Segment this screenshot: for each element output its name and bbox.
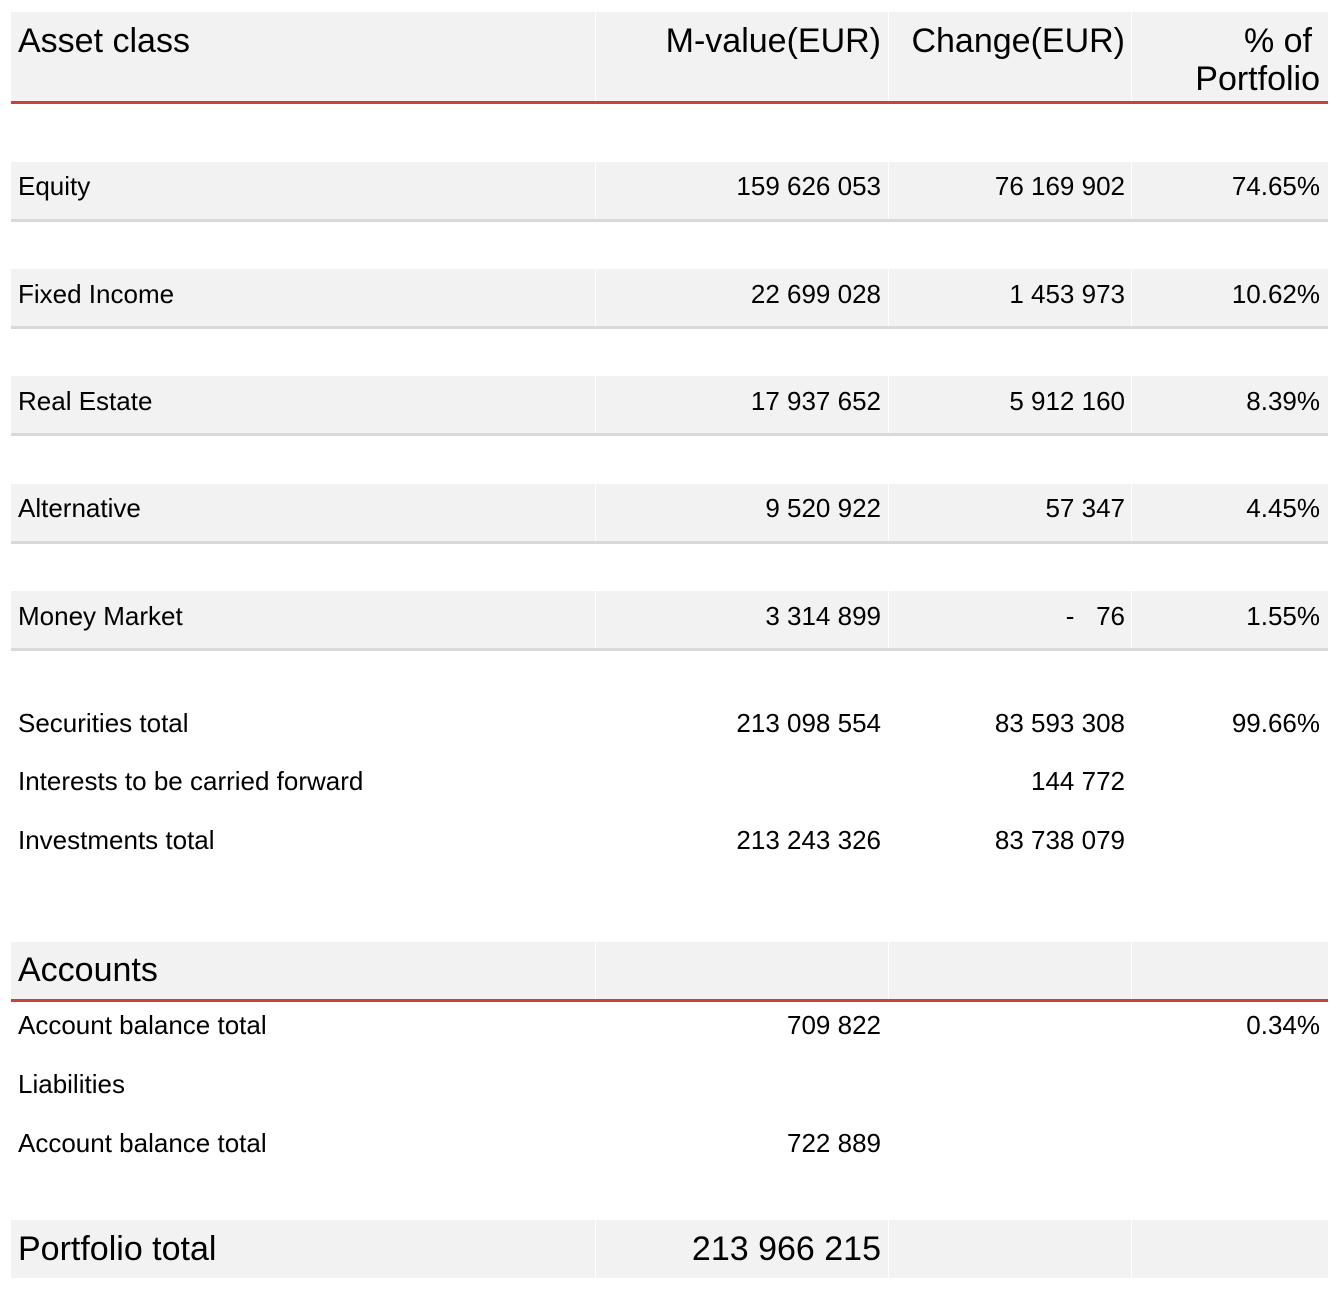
accounts-rule: [11, 999, 1328, 1002]
table-row-label: Alternative: [18, 493, 141, 523]
table-row-m-value: 22 699 028: [750, 279, 881, 309]
portfolio-total-label: Portfolio total: [18, 1230, 217, 1268]
table-row-band: [11, 376, 1328, 433]
row-rule: [11, 648, 1328, 651]
account-balance-label: Account balance total: [18, 1010, 267, 1040]
row-rule: [11, 433, 1328, 436]
interests-change: 144 772: [1031, 766, 1125, 796]
interests-label: Interests to be carried forward: [18, 766, 364, 796]
table-row-m-value: 159 626 053: [736, 171, 881, 201]
column-header-m-value: M-value(EUR): [665, 22, 881, 60]
table-row-change: 76 169 902: [994, 171, 1125, 201]
column-header-asset-class: Asset class: [18, 22, 190, 60]
portfolio-total-value: 213 966 215: [691, 1230, 881, 1268]
table-row-label: Equity: [18, 171, 91, 201]
table-row-band: [11, 269, 1328, 326]
account-balance-pct: 0.34%: [1246, 1010, 1320, 1040]
row-rule: [11, 541, 1328, 544]
header-rule: [11, 101, 1328, 104]
table-row-m-value: 3 314 899: [765, 601, 881, 631]
table-row-m-value: 9 520 922: [765, 493, 881, 523]
table-row-pct: 10.62%: [1231, 279, 1320, 309]
investments-total-m-value: 213 243 326: [736, 825, 881, 855]
securities-total-label: Securities total: [18, 708, 189, 738]
table-row-pct: 4.45%: [1246, 493, 1320, 523]
table-row-change: 5 912 160: [1009, 386, 1125, 416]
securities-total-change: 83 593 308: [994, 708, 1125, 738]
table-row-label: Real Estate: [18, 386, 153, 416]
column-header-change: Change(EUR): [911, 22, 1125, 60]
table-row-m-value: 17 937 652: [750, 386, 881, 416]
table-row-band: [11, 484, 1328, 541]
table-row-label: Money Market: [18, 601, 183, 631]
table-row-pct: 1.55%: [1246, 601, 1320, 631]
column-header-pct-line2: Portfolio: [1195, 60, 1320, 98]
liabilities-label: Liabilities: [18, 1069, 125, 1099]
accounts-header-band: [11, 942, 1328, 999]
table-row-change: 1 453 973: [1009, 279, 1125, 309]
table-row-band: [11, 162, 1328, 219]
account-balance-m-value: 709 822: [787, 1010, 881, 1040]
row-rule: [11, 326, 1328, 329]
securities-total-m-value: 213 098 554: [736, 708, 881, 738]
accounts-title: Accounts: [18, 951, 158, 989]
table-row-change: 57 347: [1045, 493, 1125, 523]
table-row-change: - 76: [1065, 601, 1125, 631]
account-balance-2-label: Account balance total: [18, 1128, 267, 1158]
investments-total-label: Investments total: [18, 825, 215, 855]
table-row-pct: 8.39%: [1246, 386, 1320, 416]
column-header-pct-line1: % of: [1243, 22, 1312, 60]
table-row-label: Fixed Income: [18, 279, 175, 309]
securities-total-pct: 99.66%: [1231, 708, 1320, 738]
table-row-pct: 74.65%: [1231, 171, 1320, 201]
table-row-band: [11, 591, 1328, 648]
account-balance-2-m-value: 722 889: [787, 1128, 881, 1158]
investments-total-change: 83 738 079: [994, 825, 1125, 855]
row-rule: [11, 219, 1328, 222]
